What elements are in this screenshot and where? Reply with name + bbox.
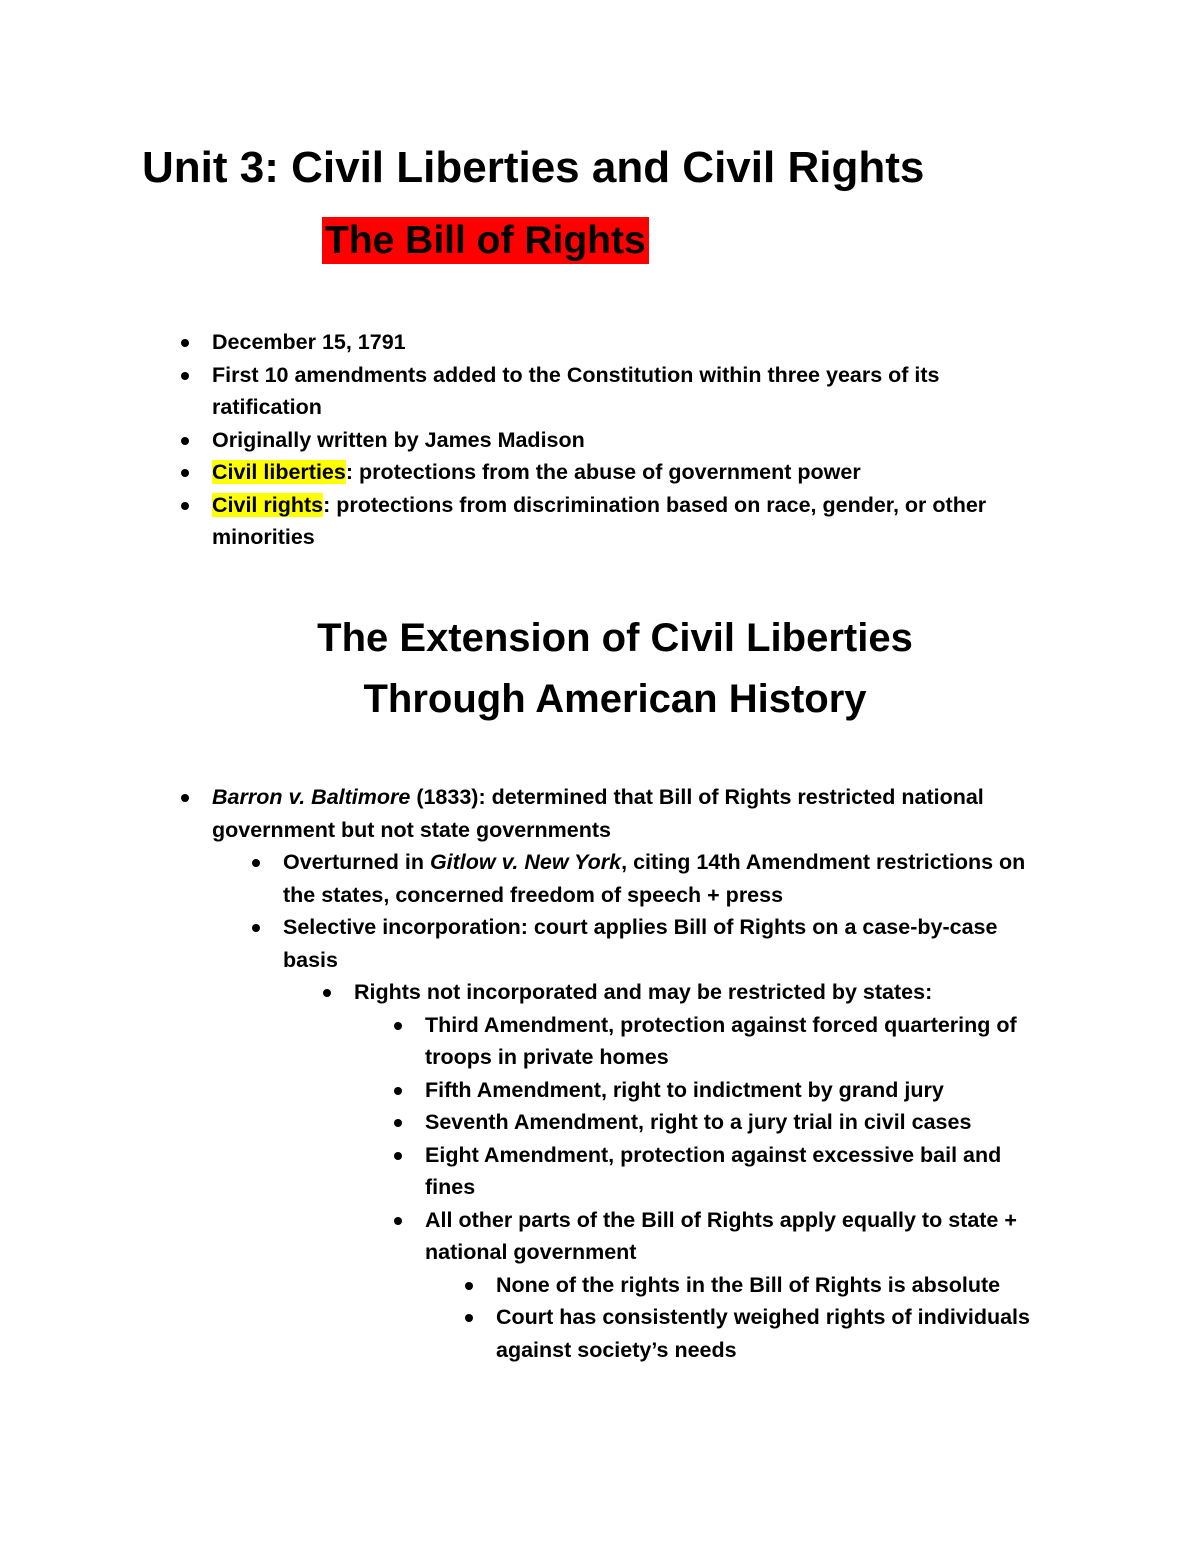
bill-of-rights-list xyxy=(212,326,1042,554)
extension-list xyxy=(212,781,1052,1366)
extension-heading-line1: The Extension of Civil Liberties xyxy=(317,616,913,660)
list-item-text: December 15, 1791 xyxy=(212,330,406,354)
list-item xyxy=(212,489,1042,554)
list-item-text: Originally written by James Madison xyxy=(212,427,585,452)
bill-of-rights-heading-text: The Bill of Rights xyxy=(322,217,649,264)
list-item-text: Third Amendment, protection against forced quartering of troops in private homes xyxy=(425,1012,1017,1069)
list-item xyxy=(496,1301,1052,1366)
list-item-text: (1833): determined that Bill of Rights restricted national government but not state governments xyxy=(212,785,984,842)
list-item xyxy=(283,846,1052,911)
list-item xyxy=(425,1009,1052,1074)
list-item xyxy=(212,456,1042,489)
civil-liberties-term: Civil liberties xyxy=(212,460,346,484)
list-item-text: Fifth Amendment, right to indictment by grand jury xyxy=(425,1077,944,1102)
bullet-icon xyxy=(394,1087,402,1095)
list-item xyxy=(425,1204,1052,1367)
list-item-text: Rights not incorporated and may be restricted by states: xyxy=(354,980,933,1004)
bullet-icon xyxy=(323,989,331,997)
civil-rights-term: Civil rights xyxy=(212,492,324,517)
barron-case-name: Barron v. Baltimore xyxy=(212,785,411,809)
list-item xyxy=(425,1074,1052,1107)
bullet-icon xyxy=(181,469,189,477)
list-item-text: None of the rights in the Bill of Rights is absolute xyxy=(496,1272,1001,1297)
bullet-icon xyxy=(465,1282,473,1290)
list-item xyxy=(212,359,1042,424)
page-title: Unit 3: Civil Liberties and Civil Rights xyxy=(142,143,925,192)
bullet-icon xyxy=(394,1022,402,1030)
bullet-icon xyxy=(181,502,189,510)
bullet-icon xyxy=(394,1152,402,1160)
gitlow-case-name: Gitlow v. New York xyxy=(429,850,622,874)
list-item xyxy=(283,911,1052,1366)
bill-of-rights-heading xyxy=(318,214,653,268)
nested-list xyxy=(283,846,1052,1366)
bullet-icon xyxy=(394,1119,402,1127)
list-item xyxy=(212,424,1042,457)
list-item xyxy=(212,781,1052,1366)
extension-heading-line2: Through American History xyxy=(363,677,867,721)
list-item-text: Overturned in xyxy=(283,850,430,874)
nested-list xyxy=(354,976,1052,1366)
list-item-text: , citing 14th Amendment restrictions on the states, concerned freedom of speech + press xyxy=(283,850,1026,907)
list-item-text: First 10 amendments added to the Constitution within three years of its ratification xyxy=(212,362,940,419)
bullet-icon xyxy=(181,339,189,347)
bullet-icon xyxy=(252,924,260,932)
nested-list xyxy=(425,1009,1052,1367)
bullet-icon xyxy=(252,859,260,867)
list-item xyxy=(425,1139,1052,1204)
bullet-icon xyxy=(465,1314,473,1322)
list-item xyxy=(354,976,1052,1366)
bullet-icon xyxy=(181,437,189,445)
list-item-text: Court has consistently weighed rights of individuals against society’s needs xyxy=(496,1305,1030,1362)
list-item xyxy=(425,1106,1052,1139)
extension-heading xyxy=(0,608,1200,730)
list-item xyxy=(212,326,1042,359)
nested-list xyxy=(496,1269,1052,1367)
list-item xyxy=(496,1269,1052,1302)
bullet-icon xyxy=(181,794,189,802)
list-item-text: Eight Amendment, protection against excessive bail and fines xyxy=(425,1142,1002,1199)
bullet-icon xyxy=(181,372,189,380)
list-item-text: Seventh Amendment, right to a jury trial in civil cases xyxy=(425,1110,972,1134)
list-item-text: : protections from the abuse of government power xyxy=(345,460,861,484)
bullet-icon xyxy=(394,1217,402,1225)
list-item-text: Selective incorporation: court applies Bill of Rights on a case-by-case basis xyxy=(283,915,998,972)
list-item-text: : protections from discrimination based on race, gender, or other minorities xyxy=(212,492,987,549)
list-item-text: All other parts of the Bill of Rights apply equally to state + national government xyxy=(425,1207,1017,1264)
